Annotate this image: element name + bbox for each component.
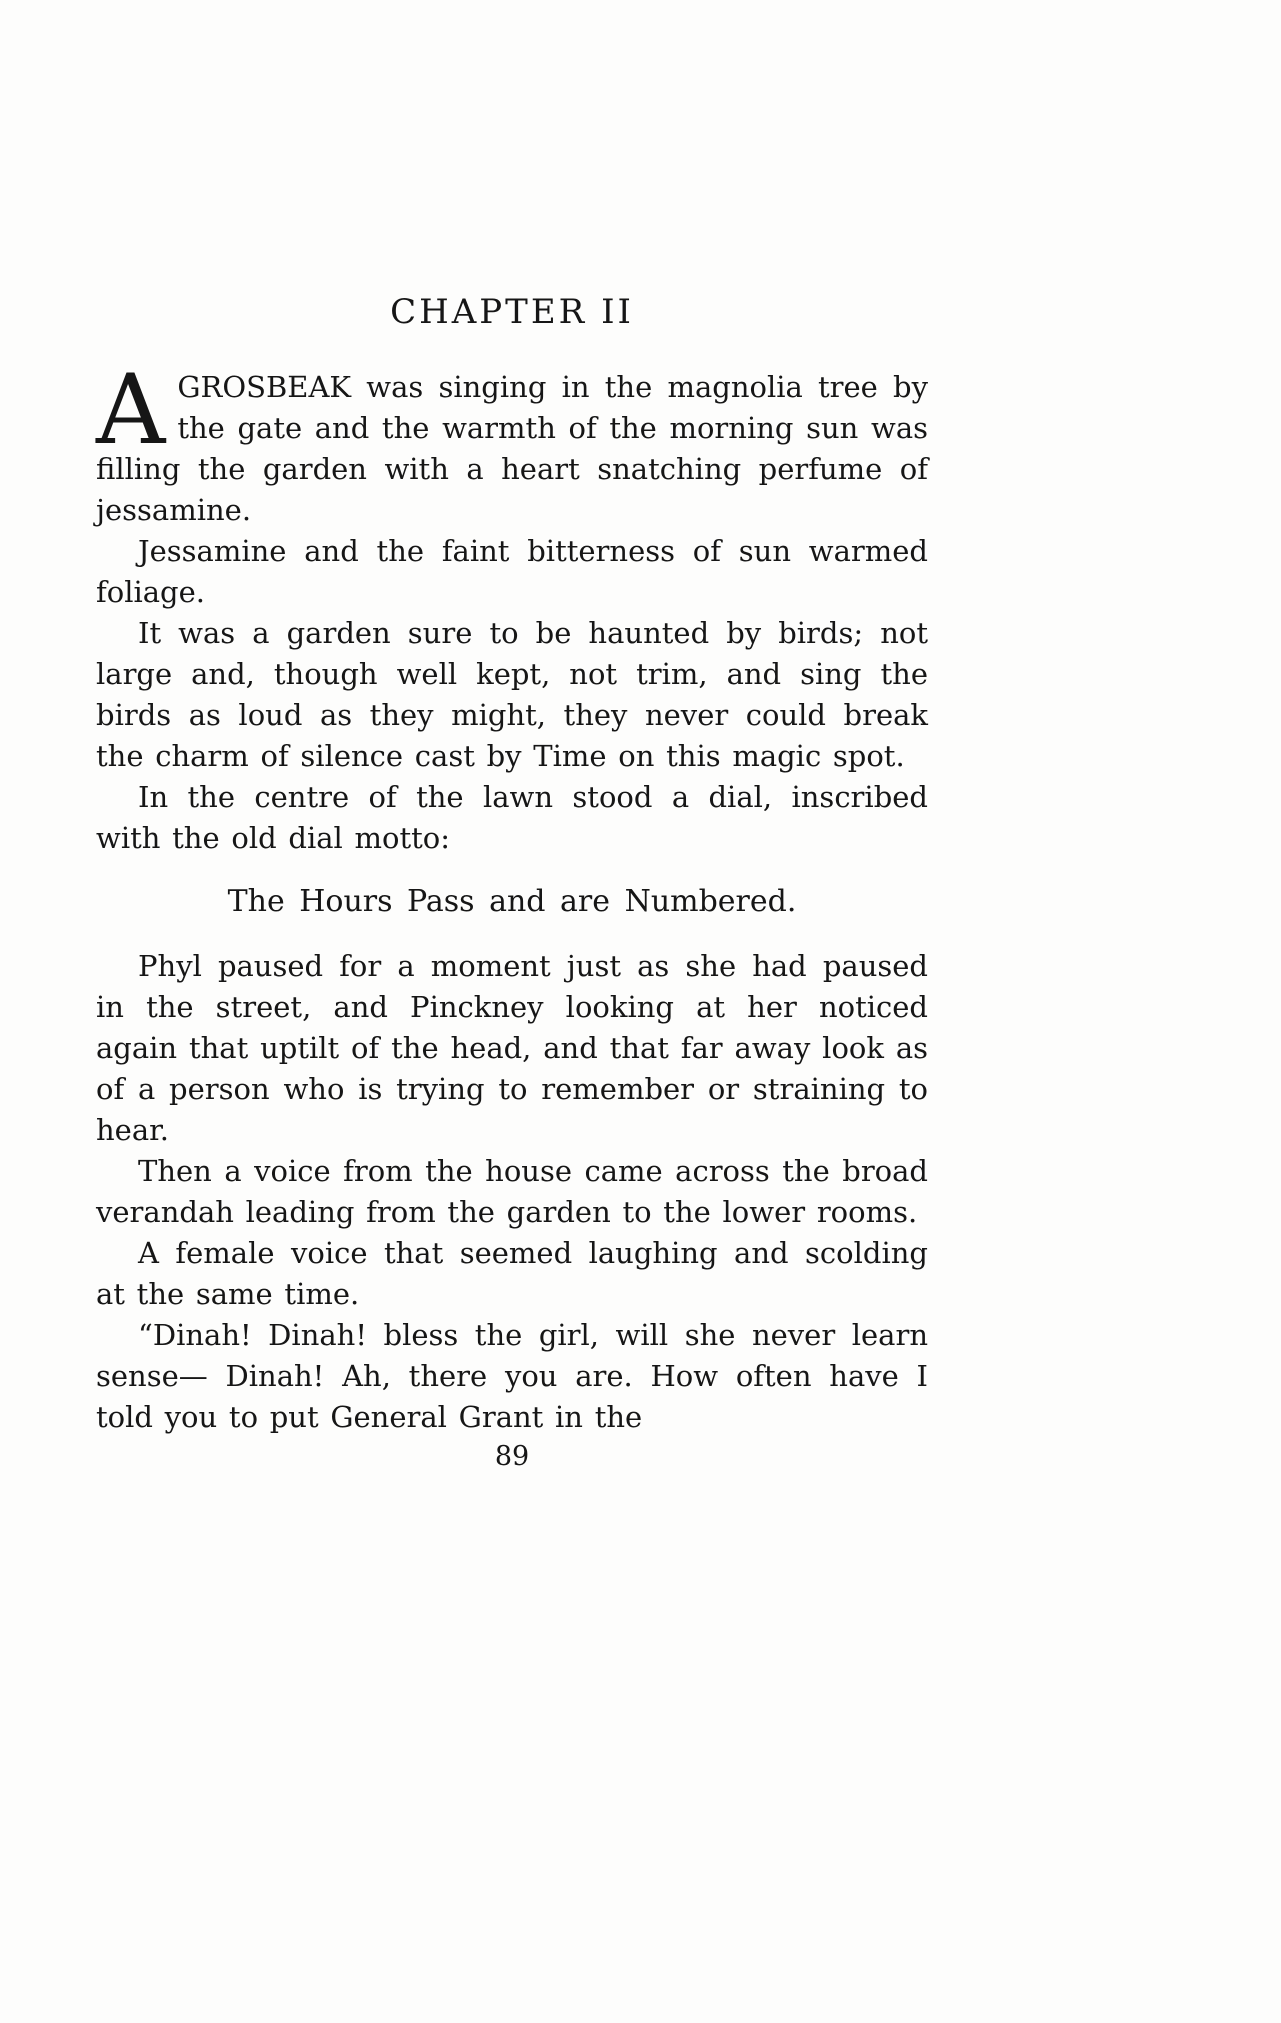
chapter-title: CHAPTER II [390, 292, 634, 332]
paragraph: “Dinah! Dinah! bless the girl, will she never learn sense— Dinah! Ah, there you are. How often have I told you to put General Grant in the [96, 1317, 928, 1434]
paragraph: Then a voice from the house came across the broad verandah leading from the garden to the lower rooms. [96, 1153, 928, 1229]
paragraph: Jessamine and the faint bitterness of sun warmed foliage. [96, 533, 928, 609]
text-column [96, 0, 928, 1476]
paragraph: A female voice that seemed laughing and scolding at the same time. [96, 1235, 928, 1311]
opening-paragraph-text: GROSBEAK was singing in the magnolia tree by the gate and the warmth of the morning sun was filling the garden with a heart snatching perfume of jessamine. [96, 369, 928, 527]
drop-cap-letter: A [96, 353, 166, 466]
dial-motto: The Hours Pass and are Numbered. [227, 883, 797, 919]
page-number: 89 [494, 1440, 530, 1472]
paragraph: Phyl paused for a moment just as she had paused in the street, and Pinckney looking at her noticed again that uptilt of the head, and that far away look as of a person who is trying to remember or straining to hear. [96, 948, 928, 1147]
paragraph: In the centre of the lawn stood a dial, inscribed with the old dial motto: [96, 779, 928, 855]
opening-paragraph [96, 353, 928, 531]
paragraph: It was a garden sure to be haunted by birds; not large and, though well kept, not trim, and sing the birds as loud as they might, they never could break the charm of silence cast by Time on this magic spot. [96, 615, 928, 773]
